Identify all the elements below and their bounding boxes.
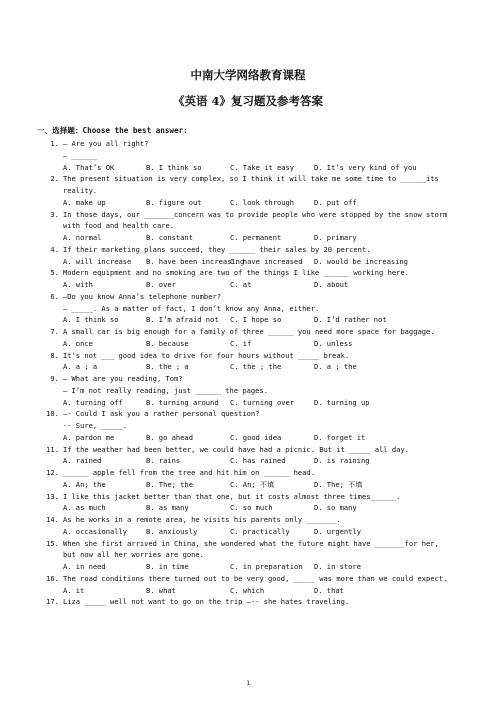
answer-option: B. I’m afraid not bbox=[146, 315, 219, 325]
answer-option: B. figure out bbox=[146, 197, 202, 207]
answer-option: A. pardon me bbox=[63, 432, 115, 442]
answer-option: C. I hope so bbox=[230, 315, 282, 325]
question-text: The present situation is very complex, so I think it will take me some time to ______its bbox=[63, 174, 439, 184]
question-text: – ______ bbox=[63, 150, 98, 160]
answer-option: D. urgently bbox=[314, 526, 361, 536]
question-text: –Do you know Anna’s telephone number? bbox=[63, 291, 222, 301]
answer-option: C. turning over bbox=[230, 397, 295, 407]
answer-option: D. primary bbox=[314, 233, 357, 242]
answer-option: A. will increase bbox=[63, 256, 132, 266]
answer-option: D. is raining bbox=[314, 456, 370, 466]
answer-option: D. turning up bbox=[314, 397, 370, 407]
answer-option: D. unless bbox=[314, 338, 353, 348]
answer-option: C. in preparation bbox=[230, 562, 303, 571]
answer-option: D. so many bbox=[314, 503, 357, 513]
question-text: If the weather had been better, we could have had a picnic. But it _____ all day. bbox=[63, 444, 409, 454]
question-number: 4. bbox=[50, 244, 59, 254]
question-text: When she first arrived in China, she wondered what the future might have _______for her, bbox=[63, 538, 439, 548]
question-number: 13. bbox=[46, 491, 59, 501]
answer-option: C. has rained bbox=[230, 456, 286, 466]
answer-option: B. in time bbox=[146, 562, 189, 571]
answer-option: C. have increased bbox=[230, 256, 303, 266]
question-number: 14. bbox=[46, 515, 59, 524]
question-number: 15. bbox=[46, 538, 59, 548]
question-text: -- Sure, _____. bbox=[63, 421, 128, 430]
answer-option: D. forget it bbox=[314, 432, 366, 442]
answer-option: C. if bbox=[230, 338, 252, 348]
answer-option: C. An; 不填 bbox=[230, 479, 275, 489]
answer-option: B. have been increasing bbox=[146, 256, 245, 266]
question-number: 10. bbox=[46, 409, 59, 419]
answer-option: C. practically bbox=[230, 526, 290, 536]
answer-option: A. An; the bbox=[63, 479, 106, 489]
question-number: 17. bbox=[46, 597, 59, 607]
question-text: As he works in a remote area, he visits his parents only _______. bbox=[63, 515, 341, 524]
question-text: – I’m not really reading, just ______ the pages. bbox=[63, 385, 268, 395]
question-number: 16. bbox=[46, 573, 59, 583]
answer-option: D. that bbox=[314, 585, 344, 595]
question-text: reality. bbox=[63, 186, 98, 195]
question-text: but now all her worries are gone. bbox=[63, 550, 204, 560]
answer-option: A. make up bbox=[63, 197, 106, 207]
answer-option: C. which bbox=[230, 585, 265, 595]
page-number: 1 bbox=[246, 680, 250, 687]
question-text: with food and health care. bbox=[63, 221, 175, 231]
answer-option: B. constant bbox=[146, 233, 193, 242]
question-number: 1. bbox=[50, 139, 59, 148]
question-number: 6. bbox=[50, 291, 59, 301]
question-text: It’s not ___ good idea to drive for four hours without _____ break. bbox=[63, 350, 350, 360]
answer-option: B. because bbox=[146, 338, 189, 348]
answer-option: C. look through bbox=[230, 197, 295, 207]
question-text: – What are you reading, Tom? bbox=[63, 374, 183, 383]
answer-option: C. the ; the bbox=[230, 362, 282, 372]
answer-option: D. would be increasing bbox=[314, 256, 408, 266]
answer-option: C. so much bbox=[230, 503, 273, 513]
answer-option: D. in store bbox=[314, 562, 361, 571]
question-text: Modern equipment and no smoking are two of the things I like ______ working here. bbox=[63, 268, 409, 278]
answer-option: D. The; 不填 bbox=[314, 479, 363, 489]
question-text: In those days, our _______concern was to provide people who were stopped by the snow storm bbox=[63, 209, 448, 219]
question-text: A small car is big enough for a family of three ______ you need more space for baggage. bbox=[63, 327, 435, 336]
answer-option: A. once bbox=[63, 338, 93, 348]
answer-option: C. good idea bbox=[230, 432, 282, 442]
answer-option: D. about bbox=[314, 280, 349, 289]
answer-option: C. Take it easy bbox=[230, 162, 295, 172]
answer-option: B. The; the bbox=[146, 479, 193, 489]
answer-option: A. turning off bbox=[63, 397, 123, 407]
answer-option: B. the ; a bbox=[146, 362, 189, 372]
answer-option: D. put off bbox=[314, 197, 357, 207]
section-heading: 一、选择题：Choose the best answer: bbox=[37, 126, 188, 135]
question-text: – Are you all right? bbox=[63, 139, 149, 148]
question-number: 7. bbox=[50, 327, 59, 336]
question-text: Liza _____ well not want to go on the trip –-- she hates traveling. bbox=[63, 597, 350, 607]
question-text: ______ apple fell from the tree and hit him on ______ head. bbox=[63, 468, 315, 477]
answer-option: A. normal bbox=[63, 233, 102, 242]
answer-option: A. in need bbox=[63, 562, 106, 571]
answer-option: A. it bbox=[63, 585, 85, 595]
answer-option: A. occasionally bbox=[63, 526, 128, 536]
question-number: 3. bbox=[50, 209, 59, 219]
question-number: 12. bbox=[46, 468, 59, 477]
answer-option: A. That’s OK bbox=[63, 162, 115, 172]
answer-option: B. rains bbox=[146, 456, 181, 466]
question-text: If their marketing plans succeed, they ______ their sales by 20 percent. bbox=[63, 244, 371, 254]
question-number: 5. bbox=[50, 268, 59, 278]
answer-option: D. a ; the bbox=[314, 362, 357, 372]
answer-option: D. It’s very kind of you bbox=[314, 162, 417, 172]
answer-option: A. I think so bbox=[63, 315, 119, 325]
answer-option: A. rained bbox=[63, 456, 102, 466]
question-text: I like this jacket better than that one, but it costs almost three times______. bbox=[63, 491, 401, 501]
answer-option: B. go ahead bbox=[146, 432, 193, 442]
answer-option: C. at bbox=[230, 280, 252, 289]
answer-option: A. as much bbox=[63, 503, 106, 513]
answer-option: D. I’d rather not bbox=[314, 315, 387, 325]
question-number: 8. bbox=[50, 350, 59, 360]
question-text: – _____. As a matter of fact, I don’t know any Anna, either. bbox=[63, 303, 320, 313]
question-text: The road conditions there turned out to be very good, _____ was more than we could expect. bbox=[63, 573, 448, 583]
answer-option: B. I think so bbox=[146, 162, 202, 172]
question-number: 11. bbox=[46, 444, 59, 454]
answer-option: B. anxiously bbox=[146, 526, 198, 536]
document-title: 《英语 4》复习题及参考答案 bbox=[172, 94, 323, 108]
answer-option: B. turning around bbox=[146, 397, 219, 407]
answer-option: A. with bbox=[63, 280, 93, 289]
answer-option: B. over bbox=[146, 280, 176, 289]
question-number: 9. bbox=[50, 374, 59, 383]
answer-option: B. what bbox=[146, 585, 176, 595]
question-text: –- Could I ask you a rather personal question? bbox=[63, 409, 260, 419]
answer-option: B. as many bbox=[146, 503, 189, 513]
answer-option: A. a ; a bbox=[63, 362, 98, 372]
question-number: 2. bbox=[50, 174, 59, 184]
course-title: 中南大学网络教育课程 bbox=[190, 68, 306, 82]
answer-option: C. permanent bbox=[230, 233, 282, 242]
